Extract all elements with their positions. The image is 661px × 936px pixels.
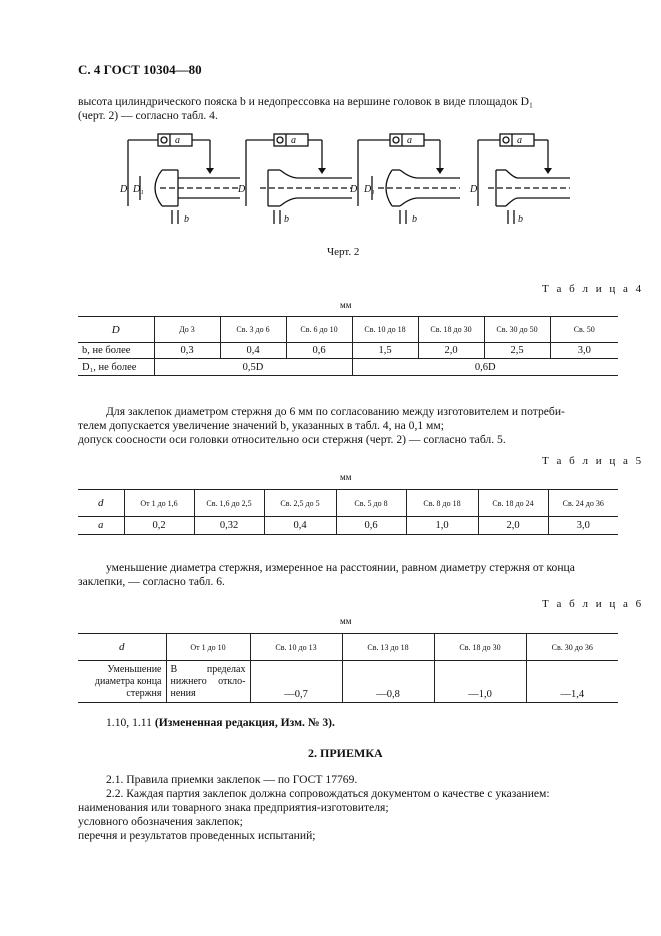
table4-cell: 0,6D [352, 359, 618, 376]
table6-cell: —1,4 [526, 661, 618, 703]
edit-note-text: (Измененная редакция, Изм. № 3). [154, 716, 335, 729]
table-5 [78, 489, 618, 535]
table4-cell: 2,5 [484, 343, 550, 359]
table5-header-cell: Св. 2,5 до 5 [264, 490, 336, 517]
section-title: 2. ПРИЕМКА [308, 746, 383, 760]
table4-cell: 0,3 [154, 343, 220, 359]
table6-header-cell: Св. 30 до 36 [526, 634, 618, 661]
table5-unit: мм [340, 472, 352, 482]
table4-cell: D₁, не более [78, 359, 154, 376]
edit-note-prefix: 1.10, 1.11 [106, 716, 155, 729]
edit-note [106, 716, 335, 730]
dim-b-4: b [518, 214, 523, 225]
dim-d1-3: D₁ [364, 184, 375, 195]
table6-header-cell: Св. 18 до 30 [434, 634, 526, 661]
table5-cell: a [78, 517, 124, 535]
table5-header-cell: От 1 до 1,6 [124, 490, 194, 517]
dim-d-4: D [470, 184, 478, 195]
table5-name: Т а б л и ц а 5 [542, 455, 644, 467]
table6-unit: мм [340, 616, 352, 626]
table5-cell: 0,32 [194, 517, 264, 535]
table4-header-cell: D [78, 317, 154, 343]
rivet-sketch-1 [128, 134, 240, 224]
dim-d-3: D [350, 184, 358, 195]
figure-caption: Черт. 2 [327, 246, 360, 258]
table4-unit: мм [340, 300, 352, 310]
table4-header-cell: Св. 18 до 30 [418, 317, 484, 343]
table6-cell: —0,7 [250, 661, 342, 703]
table5-header-cell: Св. 1,6 до 2,5 [194, 490, 264, 517]
page-header: С. 4 ГОСТ 10304—80 [78, 62, 202, 77]
table4-header-cell: Св. 10 до 18 [352, 317, 418, 343]
table4-cell: 0,6 [286, 343, 352, 359]
para2-line-1: Для заклепок диаметром стержня до 6 мм по согласованию между изготовителем и потреби- [106, 405, 565, 418]
table4-name: Т а б л и ц а 4 [542, 283, 644, 295]
section2-p1: 2.1. Правила приемки заклепок — по ГОСТ 17769. [106, 773, 358, 786]
table6-row [78, 661, 618, 703]
table5-header-row [78, 490, 618, 517]
dim-d-1: D [120, 184, 128, 195]
table6-name: Т а б л и ц а 6 [542, 598, 644, 610]
table5-header-cell: Св. 8 до 18 [406, 490, 478, 517]
table5-header-cell: d [78, 490, 124, 517]
table4-header-cell: Св. 3 до 6 [220, 317, 286, 343]
table4-header-row [78, 317, 618, 343]
table4-cell: 1,5 [352, 343, 418, 359]
dim-d-2: D [238, 184, 246, 195]
table4-header-cell: До 3 [154, 317, 220, 343]
rivet-drawing [100, 128, 580, 236]
tolerance-label-3: a [407, 135, 412, 146]
dim-b-3: b [412, 214, 417, 225]
table6-cell: —0,8 [342, 661, 434, 703]
table4-header-cell: Св. 6 до 10 [286, 317, 352, 343]
para3-line-2: заклепки, — согласно табл. 6. [78, 575, 225, 588]
table5-header-cell: Св. 5 до 8 [336, 490, 406, 517]
table5-cell: 0,6 [336, 517, 406, 535]
table4-header-cell: Св. 50 [550, 317, 618, 343]
tolerance-label-1: a [175, 135, 180, 146]
table5-header-cell: Св. 24 до 36 [548, 490, 618, 517]
table4-cell: b, не более [78, 343, 154, 359]
table5-cell: 0,2 [124, 517, 194, 535]
rivet-sketch-4 [478, 134, 570, 224]
dim-d1-1: D₁ [133, 184, 144, 195]
table4-cell: 2,0 [418, 343, 484, 359]
table5-row [78, 517, 618, 535]
table5-cell: 0,4 [264, 517, 336, 535]
tolerance-label-4: a [517, 135, 522, 146]
tolerance-label-2: a [291, 135, 296, 146]
table5-header-cell: Св. 18 до 24 [478, 490, 548, 517]
table4-cell: 0,5D [154, 359, 352, 376]
section2-l1: наименования или товарного знака предприятия-изготовителя; [78, 801, 389, 814]
intro-line-1: высота цилиндрического пояска b и недопрессовка на вершине головок в виде площадок D₁ [78, 95, 534, 108]
para3-line-1: уменьшение диаметра стержня, измеренное на расстоянии, равном диаметру стержня от конца [106, 561, 575, 574]
table4-row-d1 [78, 359, 618, 376]
para2-line-2: телем допускается увеличение значений b, указанных в табл. 4, на 0,1 мм; [78, 419, 444, 432]
table6-cell: —1,0 [434, 661, 526, 703]
table-4 [78, 316, 618, 376]
table5-cell: 3,0 [548, 517, 618, 535]
rivet-sketch-2 [246, 134, 352, 224]
section2-l2: условного обозначения заклепок; [78, 815, 243, 828]
dim-b-2: b [284, 214, 289, 225]
table5-cell: 2,0 [478, 517, 548, 535]
table6-row-label: Уменьшение диаметра конца стержня [78, 661, 166, 703]
dim-b-1: b [184, 214, 189, 225]
para2-line-3: допуск соосности оси головки относительно оси стержня (черт. 2) — согласно табл. 5. [78, 433, 506, 446]
table4-cell: 3,0 [550, 343, 618, 359]
table6-header-cell: Св. 10 до 13 [250, 634, 342, 661]
table4-cell: 0,4 [220, 343, 286, 359]
table4-row-b [78, 343, 618, 359]
table5-cell: 1,0 [406, 517, 478, 535]
table6-cell: В пределах нижнего откло-нения [166, 661, 250, 703]
table6-header-cell: d [78, 634, 166, 661]
table6-header-cell: От 1 до 10 [166, 634, 250, 661]
table-6 [78, 633, 618, 703]
section2-l3: перечня и результатов проведенных испытаний; [78, 829, 316, 842]
table4-header-cell: Св. 30 до 50 [484, 317, 550, 343]
section2-p2: 2.2. Каждая партия заклепок должна сопровождаться документом о качестве с указанием: [106, 787, 550, 800]
table6-header-row [78, 634, 618, 661]
table6-header-cell: Св. 13 до 18 [342, 634, 434, 661]
intro-line-2: (черт. 2) — согласно табл. 4. [78, 109, 218, 122]
rivet-sketch-3 [358, 134, 460, 224]
